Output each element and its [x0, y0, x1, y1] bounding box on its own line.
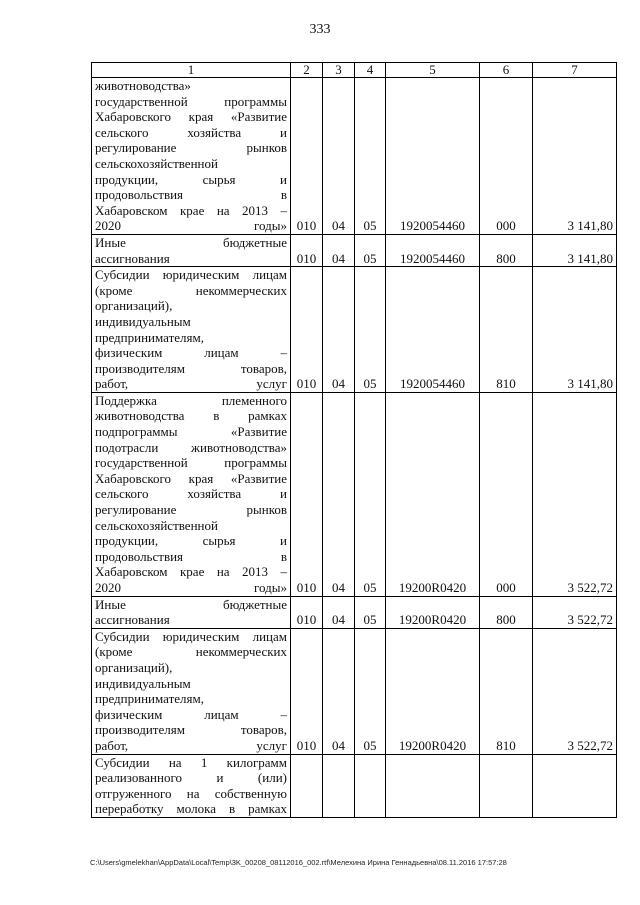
item-name-line: животноводства в рамках	[95, 408, 287, 424]
table-row	[92, 628, 617, 754]
article-code-cell: 05	[355, 628, 386, 754]
item-name-line: Хабаровского края «Развитие	[95, 109, 287, 125]
item-name-line: государственной программы	[95, 93, 287, 109]
subsection-code-cell: 04	[323, 628, 355, 754]
item-name-line: реализованного и (или)	[95, 770, 287, 786]
amount-cell: 3 522,72	[533, 392, 617, 596]
section-code-cell	[291, 754, 323, 817]
table-row	[92, 754, 617, 817]
item-name-line: производителям товаров,	[95, 722, 287, 738]
item-name-line: Иные бюджетные	[95, 234, 287, 250]
item-name-line: подотрасли животноводства»	[95, 439, 287, 455]
item-name-line: 2020 годы»	[95, 218, 287, 234]
amount-cell: 3 522,72	[533, 596, 617, 628]
article-code-cell: 05	[355, 267, 386, 393]
item-name-line: Хабаровском крае на 2013 –	[95, 202, 287, 218]
amount-cell: 3 141,80	[533, 267, 617, 393]
item-name-line: переработку молока в рамках	[95, 801, 287, 817]
item-name-line: Субсидии юридическим лицам	[95, 267, 287, 283]
item-name-line: предпринимателям,	[95, 691, 204, 707]
target-article-cell	[386, 754, 480, 817]
subsection-code-cell: 04	[323, 78, 355, 235]
item-name-line: (кроме некоммерческих	[95, 282, 287, 298]
item-name-line: (кроме некоммерческих	[95, 644, 287, 660]
item-name-line: подпрограммы «Развитие	[95, 424, 287, 440]
item-name-line: сельскохозяйственной	[95, 517, 218, 533]
item-name-line: продовольствия в	[95, 187, 287, 203]
item-name-line: Субсидии на 1 килограмм	[95, 754, 287, 770]
item-name-line: организаций),	[95, 659, 173, 675]
article-code-cell: 05	[355, 596, 386, 628]
item-name-line: продукции, сырья и	[95, 171, 287, 187]
item-name-line: ассигнования	[95, 250, 170, 266]
item-name-line: государственной программы	[95, 455, 287, 471]
subsection-code-cell	[323, 754, 355, 817]
item-name-line: сельскохозяйственной	[95, 155, 218, 171]
target-article-cell: 19200R0420	[386, 596, 480, 628]
expense-type-cell: 000	[480, 392, 533, 596]
item-name-cell	[92, 754, 291, 817]
item-name-line: отгруженного на собственную	[95, 785, 287, 801]
item-name-cell	[92, 78, 291, 235]
item-name-line: работ, услуг	[95, 737, 287, 753]
item-name-line: производителям товаров,	[95, 360, 287, 376]
expense-type-cell	[480, 754, 533, 817]
subsection-code-cell: 04	[323, 234, 355, 266]
item-name-line: предпринимателям,	[95, 329, 204, 345]
item-name-line: регулирование рынков	[95, 140, 287, 156]
amount-cell: 3 141,80	[533, 78, 617, 235]
expense-type-cell: 810	[480, 267, 533, 393]
target-article-cell: 1920054460	[386, 267, 480, 393]
expense-type-cell: 800	[480, 234, 533, 266]
item-name-cell	[92, 234, 291, 266]
table-row	[92, 392, 617, 596]
table-row	[92, 78, 617, 235]
column-header: 4	[355, 63, 386, 78]
section-code-cell: 010	[291, 78, 323, 235]
section-code-cell: 010	[291, 392, 323, 596]
item-name-line: ассигнования	[95, 612, 170, 628]
item-name-line: сельского хозяйства и	[95, 486, 287, 502]
target-article-cell: 19200R0420	[386, 392, 480, 596]
expense-type-cell: 800	[480, 596, 533, 628]
item-name-line: физическим лицам –	[95, 345, 287, 361]
column-header: 1	[92, 63, 291, 78]
item-name-line: физическим лицам –	[95, 706, 287, 722]
item-name-line: продукции, сырья и	[95, 533, 287, 549]
item-name-line: Хабаровском крае на 2013 –	[95, 564, 287, 580]
item-name-line: продовольствия в	[95, 548, 287, 564]
item-name-line: Поддержка племенного	[95, 392, 287, 408]
section-code-cell: 010	[291, 596, 323, 628]
item-name-line: регулирование рынков	[95, 502, 287, 518]
section-code-cell: 010	[291, 628, 323, 754]
item-name-cell	[92, 392, 291, 596]
subsection-code-cell: 04	[323, 392, 355, 596]
column-header: 5	[386, 63, 480, 78]
item-name-line: животноводства»	[95, 78, 191, 93]
column-header: 6	[480, 63, 533, 78]
expense-type-cell: 810	[480, 628, 533, 754]
item-name-cell	[92, 596, 291, 628]
item-name-line: сельского хозяйства и	[95, 124, 287, 140]
page-number: 333	[309, 22, 331, 37]
target-article-cell: 19200R0420	[386, 628, 480, 754]
section-code-cell: 010	[291, 267, 323, 393]
item-name-line: организаций),	[95, 298, 173, 314]
column-header: 7	[533, 63, 617, 78]
item-name-line: Иные бюджетные	[95, 596, 287, 612]
article-code-cell: 05	[355, 392, 386, 596]
table-row	[92, 596, 617, 628]
item-name-line: индивидуальным	[95, 313, 191, 329]
item-name-cell	[92, 628, 291, 754]
target-article-cell: 1920054460	[386, 234, 480, 266]
column-header: 2	[291, 63, 323, 78]
column-header: 3	[323, 63, 355, 78]
header-row	[92, 63, 617, 78]
file-path-footer: C:\Users\gmelekhan\AppData\Local\Temp\3K_00208_08112016_002.rtf\Мелехина Ирина Геннадьевна\08.11.2016 17:57:28	[90, 858, 507, 867]
amount-cell: 3 522,72	[533, 628, 617, 754]
table-row	[92, 234, 617, 266]
subsection-code-cell: 04	[323, 596, 355, 628]
target-article-cell: 1920054460	[386, 78, 480, 235]
budget-table	[91, 62, 617, 818]
article-code-cell: 05	[355, 234, 386, 266]
item-name-line: индивидуальным	[95, 675, 191, 691]
section-code-cell: 010	[291, 234, 323, 266]
amount-cell	[533, 754, 617, 817]
item-name-line: работ, услуг	[95, 376, 287, 392]
amount-cell: 3 141,80	[533, 234, 617, 266]
item-name-line: 2020 годы»	[95, 580, 287, 595]
article-code-cell: 05	[355, 78, 386, 235]
article-code-cell	[355, 754, 386, 817]
item-name-line: Субсидии юридическим лицам	[95, 628, 287, 644]
item-name-cell	[92, 267, 291, 393]
expense-type-cell: 000	[480, 78, 533, 235]
item-name-line: Хабаровского края «Развитие	[95, 470, 287, 486]
table-row	[92, 267, 617, 393]
subsection-code-cell: 04	[323, 267, 355, 393]
